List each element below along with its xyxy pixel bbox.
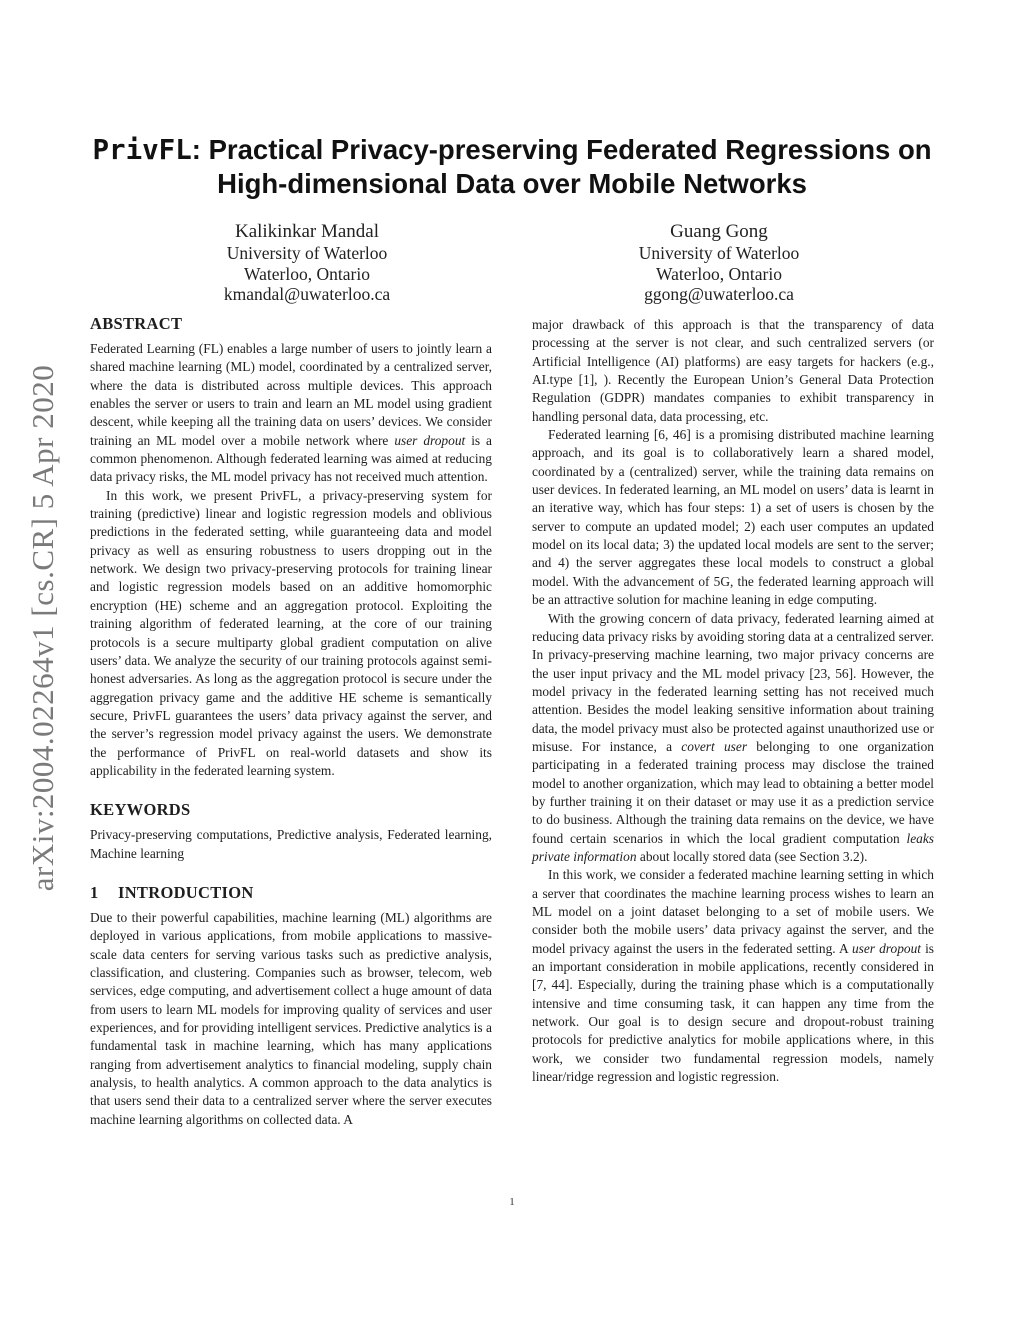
author-location: Waterloo, Ontario bbox=[244, 263, 370, 284]
emphasis-user-dropout: user dropout bbox=[394, 432, 466, 448]
author-block-1 bbox=[137, 220, 477, 305]
author-affiliation: University of Waterloo bbox=[226, 243, 388, 263]
author-name: Guang Gong bbox=[670, 221, 768, 242]
title-system-name: PrivFL bbox=[92, 134, 192, 166]
arxiv-identifier: arXiv:2004.02264v1 [cs.CR] 5 Apr 2020 bbox=[25, 364, 60, 892]
abstract-paragraph-2: In this work, we present PrivFL, a privacy-preserving system for training (predictive) linear and logistic regression models and oblivious predictions in the federated setting, while guaranteeing data and model privacy as well as ensuring robustness to users dropping out in the network. We design two privacy-preserving protocols for training linear and logistic regression models based on an additive homomorphic encryption (HE) scheme and an aggregation protocol. Exploiting the training algorithm of federated learning, at the core of our training protocols is a secure multiparty global gradient computation on alive users’ data. We analyze the security of our training protocols against semi-honest adversaries. As long as the aggregation protocol is secure under the aggregation privacy game and the additive HE scheme is semantically secure, PrivFL guarantees the users’ data privacy against the server, and the server’s regression model privacy against the users. We demonstrate the performance of PrivFL on real-world datasets and show its applicability in the federated learning system. bbox=[90, 487, 492, 778]
author-location: Waterloo, Ontario bbox=[656, 263, 782, 284]
emphasis-covert-user: covert user bbox=[681, 738, 748, 754]
introduction-heading bbox=[90, 883, 492, 903]
title-line-1: : Practical Privacy-preserving Federated Regressions on bbox=[191, 134, 932, 165]
emphasis-leaks-private-information: leaks private information bbox=[532, 830, 934, 864]
keywords-text: Privacy-preserving computations, Predictive analysis, Federated learning, Machine learning bbox=[90, 827, 492, 861]
author-name: Kalikinkar Mandal bbox=[234, 221, 380, 242]
right-column bbox=[532, 316, 934, 1086]
emphasis-user-dropout: user dropout bbox=[851, 940, 921, 956]
author-email: kmandal@uwaterloo.ca bbox=[223, 284, 391, 304]
keywords-heading: KEYWORDS bbox=[90, 800, 191, 820]
paper-title bbox=[60, 133, 964, 201]
abstract-paragraph-1: Federated Learning (FL) enables a large number of users to jointly learn a shared machine learning (ML) model, coordinated by a centralized server, where the data is distributed across multiple devices. This approach enables the server or users to train and learn an ML model using gradient descent, while keeping all the training data on users’ devices. We consider training an ML model over a mobile network where user dropout is a common phenomenon. Although federated learning was aimed at reducing data privacy risks, the ML model privacy has not received much attention. bbox=[90, 341, 493, 485]
intro-paragraph-4: In this work, we consider a federated machine learning setting in which a server that coordinates the machine learning process wishes to learn an ML model on a joint dataset belonging to a set of mobile users. We consider both the mobile users’ data privacy against the server, and the model privacy against the users in the federated setting. A user dropout is an important consideration in mobile applications, recently considered in [7, 44]. Especially, during the training phase which is a computationally intensive and time consuming task, it can happen any time from the network. Our goal is to design secure and dropout-robust training protocols for predictive analytics for mobile applications where, in this work, we consider two fundamental regression models, namely linear/ridge regression and logistic regression. bbox=[532, 867, 935, 1085]
section-title: INTRODUCTION bbox=[118, 882, 254, 902]
intro-paragraph-3: With the growing concern of data privacy, federated learning aimed at reducing data privacy risks by avoiding storing data at a centralized server. In privacy-preserving machine learning, two major privacy concerns are the user input privacy and the ML model privacy [23, 56]. However, the model privacy in the federated learning setting has not received much attention. Besides the model leaking sensitive information about training data, the model privacy must also be protected against unauthorized use or misuse. For instance, a covert user belonging to one organization participating in a federated training process may disclose the trained model to another organization, which may lead to obtaining a better model by further training it on their dataset or may use it as a prediction service to do business. Although the training data remains on the device, we have found certain scenarios in which the local gradient computation leaks private information about locally stored data (see Section 3.2). bbox=[532, 610, 934, 864]
author-block-2 bbox=[549, 220, 889, 305]
page-number: 1 bbox=[509, 1196, 515, 1208]
section-number: 1 bbox=[90, 882, 99, 902]
author-email: ggong@uwaterloo.ca bbox=[644, 284, 794, 304]
author-affiliation: University of Waterloo bbox=[638, 243, 800, 263]
abstract-heading: ABSTRACT bbox=[90, 314, 183, 333]
title-line-2: High-dimensional Data over Mobile Networks bbox=[217, 168, 807, 199]
intro-paragraph-1-continued: major drawback of this approach is that the transparency of data processing at the server is not clear, and such centralized servers (or Artificial Intelligence (AI) platforms) are easy targets for hackers (e.g., AI.type [1], ). Recently the European Union’s General Data Protection Regulation (GDPR) mandates companies to exhibit transparency in handling personal data, data processing, etc. bbox=[532, 317, 934, 424]
intro-paragraph-2: Federated learning [6, 46] is a promising distributed machine learning approach, and its goal is to collaboratively learn a shared model, coordinated by a (centralized) server, while the training data remains on user devices. In federated learning, an ML model on users’ data is learnt in an iterative way, which has four steps: 1) a set of users is chosen by the server to compute an updated model; 2) each user computes an updated model on its local data; 3) the updated local models are sent to the server; and 4) the server aggregates these local models to construct a global model. With the advancement of 5G, the federated learning approach will be an attractive solution for machine leaning in edge computing. bbox=[532, 427, 934, 608]
left-column bbox=[90, 314, 492, 1129]
intro-paragraph-1: Due to their powerful capabilities, machine learning (ML) algorithms are deployed in various applications, from mobile applications to massive-scale data centers for serving various tasks such as predictive analysis, classification, and clustering. Companies such as browser, telecom, web services, edge computing, and advertisement collect a huge amount of data from users to learn ML models for improving quality of services and user experiences, and for providing intelligent services. Predictive analytics is a fundamental task in machine learning, which has many applications ranging from advertisement analytics to financial modeling, supply chain analysis, to health analytics. A common approach to the data analytics is that users send their data to a centralized server where the server executes machine learning algorithms on collected data. A bbox=[90, 909, 492, 1127]
